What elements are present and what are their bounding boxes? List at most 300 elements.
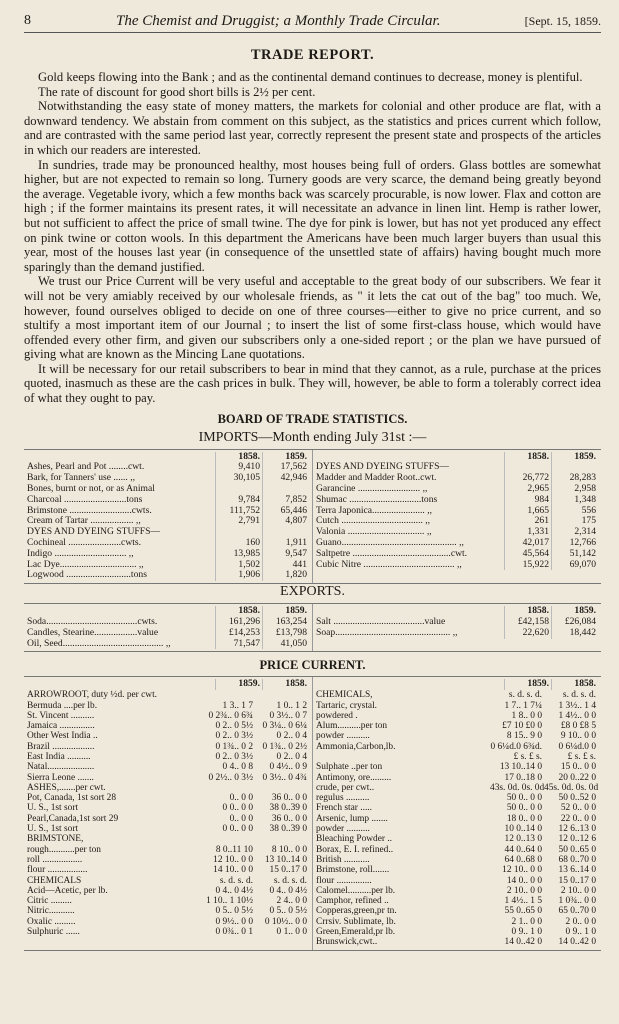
paragraph: In sundries, trade may be pronounced healthy, most houses being full of orders. Glass bottles are somewhat higher, but are not expected to remain so long. Turnery goods are very scarce, the demand being greatly beyond the average. Vegetable ivory, which a few months back was scarcely procurable, is now lower. Flax and cotton are high ; if the former maintains its present rates, it will necessitate an advance in linen lint. Hemp is rather lower, but not sufficient to affect the price of small twine. The dye for pink is lower, but has not yet produced any effect on pink twine or cotton wools. In this department the Americans have been much larger buyers than usual this year, most of the houses last year (in consequence of the unsettled state of affairs) having bought much more sparingly than the demand justified. [24,157,601,274]
item-name: Natal.................... [27,762,95,773]
item-name: CHEMICALS [27,875,82,886]
table-row [316,917,598,927]
table-row [316,617,598,628]
value-cell: 0 6¼d.0 0 [558,741,596,752]
value-cell: 50 0..52 0 [558,793,596,804]
value-cell: 0 3¼.. 0 6¼ [262,721,307,732]
item-name: Crrsiv. Sublimate, lb. [316,916,396,927]
value-cell: 14 0.. 0 0 [506,875,542,886]
item-name: Oil, Seed.......................................... ,, [27,638,171,649]
value-cell [201,690,255,700]
table-row [316,538,598,549]
item-name: Green,Emerald,pr lb. [316,927,396,938]
item-name [316,752,490,762]
value-cell: 0 1¾.. 0 2 [215,741,253,752]
value-cell: 163,254 [262,617,309,628]
item-name: Saltpetre .........................................cwt. [316,548,468,559]
value-cell: 0 1.. 0 0 [276,927,307,938]
value-cell: 0 5.. 0 5½ [215,906,253,917]
year-header-row [27,452,309,463]
item-name: Citric ......... [27,896,72,907]
value-cell [255,834,309,844]
year-header-row [316,679,598,690]
value-cell: 15 0..17 0 [558,875,596,886]
exports-heading: EXPORTS. [280,584,345,600]
value-cell: 42,946 [262,473,309,484]
year-label: 1858. [504,452,551,463]
table-row [27,783,309,793]
table-row [27,927,309,937]
value-cell: 44 0..64 0 [504,844,542,855]
table-row [316,527,598,538]
table-row [27,484,309,495]
item-name: Terra Japonica...................... ,, [316,505,433,516]
value-cell: s. d. s. d. [219,875,253,886]
table-row [316,855,598,865]
paragraph: Notwithstanding the easy state of money matters, the markets for colonial and other produce are flat, with a downward tendency. We abstain from comment on this subject, as the statistics and prices current which follow, and are contrasted with the same period last year, correctly represent the present state and prospects of the articles in which our readers are interested. [24,99,601,157]
value-cell: 0.. 0 0 [229,813,253,824]
item-name: Acid—Acetic, per lb. [27,885,108,896]
item-name: Brazil .................. [27,741,95,752]
spacer [316,606,504,617]
value-cell: 45s. 0d. 0s. 0d [544,782,599,793]
value-cell: 43s. 0d. 0s. 0d [490,782,545,793]
value-cell: 9,547 [262,549,309,560]
item-name: Brimstone, roll....... [316,865,390,876]
value-cell: 45,564 [504,549,551,560]
value-cell: £42,158 [504,617,551,628]
table-row [316,865,598,875]
year-header-row [316,606,598,617]
table-row [27,824,309,834]
statistics-heading: BOARD OF TRADE STATISTICS. [217,411,408,426]
value-cell: 1,906 [215,570,262,581]
item-name: Indigo .............................. ,, [27,548,134,559]
year-label: 1859. [551,606,598,617]
item-name: Cubic Nitre ...................................... ,, [316,559,462,570]
value-cell: 12 0..12 6 [558,834,596,845]
value-cell: 13 6..14 0 [558,865,596,876]
table-row [27,876,309,886]
item-name: Garancine .......................... ,, [316,484,428,495]
value-cell: 0 9.. 1 0 [511,927,542,938]
value-cell: 2 4.. 0 0 [276,896,307,907]
value-cell: 22,620 [504,628,551,639]
item-name: Sulphuric ...... [27,927,80,938]
value-cell: 8 0..11 10 [215,844,253,855]
value-cell: 55 0..65 0 [504,906,542,917]
table-row [316,752,598,762]
value-cell: s. d. s. d. [273,875,307,886]
value-cell: 0 6¼d.0 6¾d. [490,741,542,752]
table-row [316,783,598,793]
year-header-row [316,452,598,463]
table-row [27,896,309,906]
item-name: Madder and Madder Root..cwt. [316,473,437,484]
table-row [27,538,309,549]
value-cell: 64 0..68 0 [504,854,542,865]
item-name: Oxalic ......... [27,916,76,927]
value-cell: 1 7.. 1 7¼ [504,700,542,711]
value-cell: 2,965 [504,484,551,495]
value-cell: 41,050 [262,639,309,650]
value-cell: 65,446 [262,506,309,517]
item-name: Candles, Stearine..................value [27,627,159,638]
value-cell: 2,958 [551,484,598,495]
item-name: British ........... [316,854,370,865]
item-name: Antimony, ore......... [316,772,392,783]
item-name: Ashes, Pearl and Pot ........cwt. [27,462,145,473]
item-name: East India .......... [27,751,91,762]
value-cell: 15,922 [504,560,551,571]
table-row [316,484,598,495]
year-label: 1858. [551,679,598,690]
table-row [27,906,309,916]
value-cell: 50 0.. 0 0 [506,793,542,804]
spacer [27,679,215,690]
value-cell: 0 10½.. 0 0 [264,916,307,927]
value-cell: 9,410 [215,462,262,473]
item-name: Other West India .. [27,731,98,742]
table-row [27,773,309,783]
table-row [316,814,598,824]
value-cell: £7 10 £0 0 [502,721,542,732]
value-cell: £26,084 [551,617,598,628]
table-row [316,762,598,772]
value-cell: 38 0..39 0 [269,803,307,814]
value-cell: 0 2¾.. 0 6¾ [208,710,253,721]
item-name: rough...........per ton [27,844,101,855]
value-cell: 1 0¾.. 0 0 [558,896,596,907]
item-name: ARROWROOT, duty ½d. per cwt. [27,690,158,701]
item-name: Cream of Tartar .................. ,, [27,516,141,527]
value-cell: 1 8.. 0 0 [511,710,542,721]
table-row [27,462,309,473]
value-cell: 556 [551,506,598,517]
price-current-heading: PRICE CURRENT. [259,658,366,673]
publication-title: The Chemist and Druggist; a Monthly Trade Circular. [116,13,441,29]
table-row [27,617,309,628]
value-cell: 12 6..13 0 [558,824,596,835]
value-cell: 10 0..14 0 [504,824,542,835]
value-cell: 7,852 [262,495,309,506]
value-cell: 1 4½.. 1 5 [504,896,542,907]
item-name: Sulphate ..per ton [316,762,383,773]
value-cell: 13 10..14 0 [499,762,542,773]
table-row [27,549,309,560]
exports-left-column [24,604,312,651]
year-label: 1859. [504,679,551,690]
table-row [27,742,309,752]
value-cell: 18 0.. 0 0 [506,813,542,824]
value-cell: 160 [215,538,262,549]
item-name: Camphor, refined .. [316,896,389,907]
year-label: 1859. [262,606,309,617]
item-name: Soap................................................ ,, [316,627,458,638]
table-row [27,527,309,538]
table-row [27,473,309,484]
value-cell: 15 0.. 0 0 [560,762,596,773]
value-cell: 36 0.. 0 0 [271,813,307,824]
table-row [316,937,598,947]
value-cell: £8 0 £8 5 [560,721,596,732]
table-row [316,773,598,783]
table-row [316,742,598,752]
value-cell: 30,105 [215,473,262,484]
year-label: 1859. [262,452,309,463]
table-row [27,516,309,527]
item-name: Arsenic, lump ....... [316,813,388,824]
value-cell: 18,442 [551,628,598,639]
item-name: Calomel..........per lb. [316,885,396,896]
value-cell: 0 4.. 0 8 [222,762,253,773]
value-cell: 0 4.. 0 4½ [269,885,307,896]
value-cell: 20 0..22 0 [558,772,596,783]
value-cell: 0 3½.. 0 7 [269,710,307,721]
value-cell: 52 0.. 0 0 [560,803,596,814]
table-row [316,560,598,571]
table-row [27,814,309,824]
value-cell: 13,985 [215,549,262,560]
table-row [27,834,309,844]
spacer [316,679,504,690]
item-name: U. S., 1st sort [27,824,79,835]
value-cell: 8 15.. 9 0 [506,731,542,742]
value-cell: 984 [504,495,551,506]
value-cell [201,834,255,844]
table-row [27,731,309,741]
value-cell: 0 2.. 0 3½ [215,731,253,742]
table-row [316,721,598,731]
trade-report-heading: TRADE REPORT. [250,47,375,63]
item-name: Lac Dye................................ ,, [27,559,144,570]
price-left-column [24,677,312,949]
value-cell: 175 [551,516,598,527]
item-name: regulus .......... [316,793,370,804]
value-cell: 161,296 [215,617,262,628]
year-label: 1858. [504,606,551,617]
table-row [316,793,598,803]
spacer [27,606,215,617]
year-header-row [27,679,309,690]
value-cell: 0.. 0 0 [229,793,253,804]
value-cell: 68 0..70 0 [558,854,596,865]
table-row [316,824,598,834]
table-row [27,917,309,927]
table-row [316,473,598,484]
value-cell: 0 4.. 0 4½ [215,885,253,896]
value-cell: 0 1¾.. 0 2½ [262,741,307,752]
year-label: 1858. [215,452,262,463]
imports-left-column [24,450,312,584]
table-row [316,506,598,517]
paragraph: The rate of discount for good short bills is 2½ per cent. [38,84,316,99]
table-row [316,834,598,844]
value-cell: 0 0.. 0 0 [222,824,253,835]
item-name: DYES AND DYEING STUFFS— [27,527,160,538]
value-cell: 2,791 [215,516,262,527]
value-cell: £ s. £ s. [513,751,542,762]
value-cell: 0 4½.. 0 9 [269,762,307,773]
table-row [316,896,598,906]
value-cell: 0 2½.. 0 3½ [208,772,253,783]
item-name: Logwood ...........................tons [27,570,147,581]
table-row [316,845,598,855]
value-cell: 1,502 [215,560,262,571]
value-cell: 0 2.. 0 5½ [215,721,253,732]
table-row [27,721,309,731]
item-name: Ammonia,Carbon,lb. [316,741,396,752]
value-cell: 1 3.. 1 7 [222,700,253,711]
paragraph: Gold keeps flowing into the Bank ; and as the continental demand continues to decrease, money is plentiful. [38,70,583,84]
value-cell: 111,752 [215,506,262,517]
table-row [27,793,309,803]
exports-table [24,603,601,652]
value-cell: 12 0..13 0 [504,834,542,845]
value-cell: 26,772 [504,473,551,484]
value-cell: 261 [504,516,551,527]
table-row [27,803,309,813]
year-label: 1859. [215,679,262,690]
year-label: 1858. [215,606,262,617]
item-name: St. Vincent .......... [27,710,95,721]
value-cell: 14 0..42 0 [558,937,596,948]
item-name: French star ..... [316,803,372,814]
table-row [27,855,309,865]
value-cell: 12 10.. 0 0 [502,865,542,876]
value-cell: 28,283 [551,473,598,484]
value-cell: 2 10.. 0 0 [560,885,596,896]
item-name: Tartaric, crystal. [316,700,378,711]
value-cell: 0 9.. 1 0 [565,927,596,938]
item-name: CHEMICALS, [316,690,373,701]
value-cell: 1,331 [504,527,551,538]
item-name: flour ................. [27,865,88,876]
table-row [27,701,309,711]
table-row [316,628,598,639]
item-name: Pot, Canada, 1st sort 28 [27,793,117,804]
imports-right-column [312,450,601,584]
value-cell: 0 2.. 0 4 [276,731,307,742]
table-row [27,711,309,721]
value-cell: £ s. £ s. [567,751,596,762]
value-cell: 14 10.. 0 0 [213,865,253,876]
item-name: Borax, E. I. refined.. [316,844,394,855]
value-cell [255,783,309,793]
item-name: U. S., 1st sort [27,803,79,814]
value-cell: 1 3½.. 1 4 [558,700,596,711]
table-row [27,865,309,875]
value-cell: 22 0.. 0 0 [560,813,596,824]
value-cell: 2 10.. 0 0 [506,885,542,896]
table-row [316,731,598,741]
item-name: Nitric........... [27,906,75,917]
price-right-column [312,677,601,949]
value-cell: 441 [262,560,309,571]
value-cell: 1,911 [262,538,309,549]
table-row [27,639,309,650]
exports-right-column [312,604,601,651]
value-cell [255,690,309,700]
value-cell: 0 5.. 0 5½ [269,906,307,917]
item-name: Cochineal ......................cwts. [27,538,142,549]
item-name: roll ................. [27,854,83,865]
value-cell: 2,314 [551,527,598,538]
table-row [316,711,598,721]
item-name: Copperas,green,pr tn. [316,906,397,917]
item-name: Charcoal ..........................tons [27,494,143,505]
value-cell: 1,665 [504,506,551,517]
table-row [316,701,598,711]
value-cell: 14 0..42 0 [504,937,542,948]
table-row [27,690,309,700]
value-cell: 2 1.. 0 0 [511,916,542,927]
value-cell: 36 0.. 0 0 [271,793,307,804]
value-cell: 69,070 [551,560,598,571]
table-row [27,762,309,772]
item-name: Valonia ................................ ,, [316,527,432,538]
value-cell: 42,017 [504,538,551,549]
item-name: Jamaica ............... [27,721,95,732]
item-name: Bleaching Powder .. [316,834,393,845]
value-cell: 51,142 [551,549,598,560]
year-label: 1858. [262,679,309,690]
year-header-row [27,606,309,617]
item-name: Sierra Leone ....... [27,772,94,783]
value-cell: £14,253 [215,628,262,639]
year-label: 1859. [551,452,598,463]
item-name: Pearl,Canada,1st sort 29 [27,813,119,824]
value-cell: 2 0.. 0 0 [565,916,596,927]
item-name: BRIMSTONE, [27,834,84,845]
table-row [27,886,309,896]
table-row [27,570,309,581]
issue-date: [Sept. 15, 1859. [524,14,601,28]
item-name: Brimstone ..........................cwts. [27,505,152,516]
item-name: ASHES,.......per cwt. [27,782,106,793]
value-cell: 71,547 [215,639,262,650]
table-row [27,628,309,639]
item-name: Bermuda ....per lb. [27,700,98,711]
value-cell: 12,766 [551,538,598,549]
value-cell: 38 0..39 0 [269,824,307,835]
item-name: Alum..........per ton [316,721,388,732]
value-cell: £13,798 [262,628,309,639]
value-cell: 8 10.. 0 0 [271,844,307,855]
item-name: Bones, burnt or not, or as Animal [27,484,155,495]
item-name: Guano................................................ ,, [316,538,464,549]
value-cell: 1 4½.. 0 0 [558,710,596,721]
trade-report-body [24,70,601,406]
item-name: Bark, for Tanners' use ...... ,, [27,473,135,484]
value-cell: 4,807 [262,516,309,527]
imports-heading: IMPORTS—Month ending July 31st :— [198,429,427,445]
value-cell: 13 10..14 0 [264,854,307,865]
value-cell: 17 0..18 0 [504,772,542,783]
item-name: powdered . [316,710,358,721]
item-name: powder .......... [316,824,370,835]
spacer [27,452,215,463]
spacer [316,452,504,463]
table-row [316,927,598,937]
value-cell: 15 0..17 0 [269,865,307,876]
value-cell: 0 9½.. 0 0 [215,916,253,927]
value-cell: 17,562 [262,462,309,473]
value-cell: 1,820 [262,570,309,581]
running-header [24,10,601,33]
value-cell: 0 2.. 0 3½ [215,751,253,762]
item-name: Shumac ..............................tons [316,494,438,505]
